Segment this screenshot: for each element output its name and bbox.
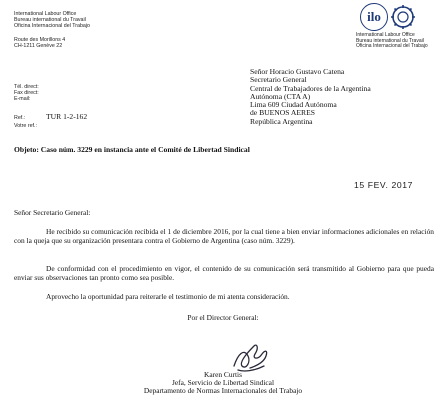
recipient-line-4: Autónoma (CTA A) — [250, 91, 311, 101]
recipient-line-6: de BUENOS AERES — [250, 108, 315, 118]
recipient-line-1: Señor Horacio Gustavo Catena — [250, 67, 345, 76]
ref-value: TUR 1-2-162 — [46, 112, 88, 121]
sender-address — [14, 11, 134, 49]
email-label: E-mail: — [14, 96, 31, 103]
recipient-address — [250, 68, 440, 126]
recipient-line-2: Secretario General — [250, 75, 307, 85]
logo-caption — [356, 33, 436, 50]
logo-line-3: Oficina Internacional del Trabajo — [356, 43, 428, 50]
ref-label: Ref.: — [14, 115, 26, 121]
subject-line: Objeto: Caso núm. 3229 en instancia ante el Comité de Libertad Sindical — [14, 145, 250, 154]
ilo-logo-icon — [360, 3, 388, 31]
signatory-title: Jefa, Servicio de Libertad Sindical — [172, 378, 274, 388]
ilo-logo-block — [356, 3, 436, 50]
signatory-dept: Departamento de Normas Internacionales del Trabajo — [143, 386, 303, 396]
signatory-name: Karen Curtis — [204, 370, 242, 379]
date-stamp: 15 FEV. 2017 — [354, 180, 413, 190]
signatory-block — [0, 371, 446, 396]
salutation: Señor Secretario General: — [14, 208, 91, 217]
paragraph-2: De conformidad con el procedimiento en vigor, el contenido de su comunicación será transmitido al Gobierno para que pueda enviar sus observaciones tan pronto como sea posible. — [14, 264, 434, 282]
ilo-gear-icon — [390, 4, 424, 30]
sender-street: Route des Morillons 4 — [14, 36, 66, 43]
recipient-line-7: República Argentina — [250, 116, 313, 126]
sender-org-en: International Labour Office — [14, 11, 77, 17]
paragraph-3: Aprovecho la oportunidad para reiterarle el testimonio de mi atenta consideración. — [46, 292, 290, 301]
sender-city: CH-1211 Genève 22 — [14, 42, 63, 49]
ilo-logo-glyph: ilo — [367, 9, 381, 24]
recipient-line-5: Lima 609 Ciudad Autónoma — [250, 100, 337, 110]
sender-org-fr: Bureau international du Travail — [14, 17, 86, 24]
ref-row — [14, 113, 87, 121]
logo-line-1: International Labour Office — [356, 32, 415, 38]
tel-label: Tél. direct: — [14, 84, 39, 90]
paragraph-1: He recibido su comunicación recibida el 1 de diciembre 2016, por la cual tiene a bien enviar informaciones adicionales en relación con la queja que su organización presentara contra el Gobierno de Argentina (caso núm. 3229). — [14, 227, 434, 245]
sender-org-es: Oficina Internacional del Trabajo — [14, 23, 90, 30]
votre-ref-label: Votre ref.: — [14, 123, 37, 130]
closing-por: Por el Director General: — [187, 313, 259, 322]
ilo-emblem — [360, 3, 436, 31]
reference-block — [14, 113, 87, 130]
contact-block — [14, 84, 39, 103]
logo-line-2: Bureau international du Travail — [356, 37, 424, 44]
fax-label: Fax direct: — [14, 90, 39, 97]
recipient-line-3: Central de Trabajadores de la Argentina — [250, 83, 371, 93]
